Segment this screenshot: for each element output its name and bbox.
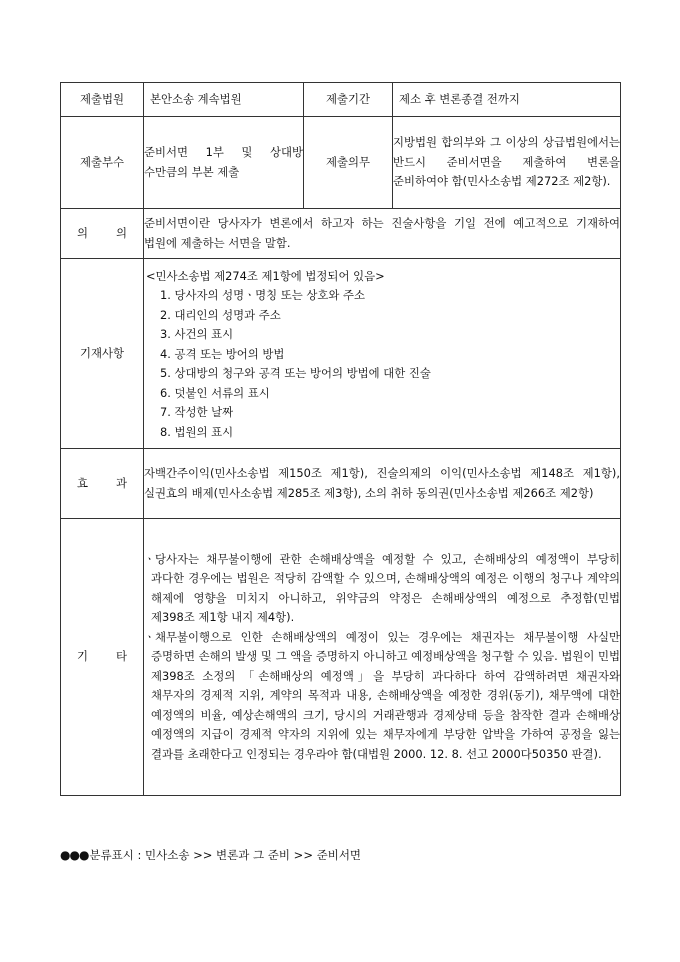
items-list (146, 286, 620, 442)
classification-text: 분류표시 : 민사소송 >> 변론과 그 준비 >> 준비서면 (89, 848, 362, 862)
value-period: 제소 후 변론종결 전까지 (393, 83, 621, 117)
label-meaning: 의 의 (61, 209, 144, 259)
bullet-dots-icon: ●●● (60, 848, 89, 862)
items-intro: <민사소송법 제274조 제1항에 법정되어 있음> (146, 268, 385, 283)
value-copies: 준비서면 1부 및 상대방 수만큼의 부본 제출 (144, 117, 304, 209)
row-etc (61, 519, 621, 796)
row-copies (61, 117, 621, 209)
value-court: 본안소송 계속법원 (144, 83, 304, 117)
label-duty: 제출의무 (304, 117, 393, 209)
etc-paragraph-2: ㆍ채무불이행으로 인한 손해배상액의 예정이 있는 경우에는 채권자는 채무불이행 사실만 증명하면 손해의 발생 및 그 액을 증명하지 아니하고 예정배상액을 청구할 수 있음. 법원이 민법 제398조 소정의 「손해배상의 예정액」을 부당히 과다하다 하여 감액하려면 채권자와 채무자의 경제적 지위, 계약의 목적과 내용, 손해배상액을 예정한 경위(동기), 채무액에 대한 예정액의 비율, 예상손해액의 크기, 당시의 거래관행과 경제상태 등을 참작한 결과 손해배상 예정액의 지급이 경제적 약자의 지위에 있는 채무자에게 부당한 압박을 가하여 공정을 잃는 결과를 초래한다고 인정되는 경우라야 함(대법원 2000. 12. 8. 선고 2000다50350 판결). (144, 629, 620, 761)
value-meaning: 준비서면이란 당사자가 변론에서 하고자 하는 진술사항을 기일 전에 예고적으로 기재하여 법원에 제출하는 서면을 말함. (144, 209, 621, 259)
value-effect: 자백간주이익(민사소송법 제150조 제1항), 진술의제의 이익(민사소송법 제148조 제1항), 실권효의 배제(민사소송법 제285조 제3항), 소의 취하 동의권(민사소송법 제266조 제2항) (144, 449, 621, 519)
row-effect (61, 449, 621, 519)
list-item: 7. 작성한 날짜 (160, 405, 234, 420)
value-items (144, 259, 621, 449)
label-effect: 효 과 (61, 449, 144, 519)
label-court: 제출법원 (61, 83, 144, 117)
label-period: 제출기간 (304, 83, 393, 117)
row-items (61, 259, 621, 449)
list-item: 8. 법원의 표시 (160, 424, 234, 439)
list-item: 5. 상대방의 청구와 공격 또는 방어의 방법에 대한 진술 (160, 366, 431, 381)
document-table (60, 82, 621, 796)
label-items: 기재사항 (61, 259, 144, 449)
list-item: 4. 공격 또는 방어의 방법 (160, 346, 285, 361)
row-court (61, 83, 621, 117)
list-item: 6. 덧붙인 서류의 표시 (160, 385, 270, 400)
row-meaning (61, 209, 621, 259)
label-etc: 기 타 (61, 519, 144, 796)
list-item: 3. 사건의 표시 (160, 327, 234, 342)
list-item: 2. 대리인의 성명과 주소 (160, 307, 281, 322)
label-copies: 제출부수 (61, 117, 144, 209)
value-etc (144, 519, 621, 796)
list-item: 1. 당사자의 성명ㆍ명칭 또는 상호와 주소 (160, 288, 366, 303)
value-duty: 지방법원 합의부와 그 이상의 상급법원에서는 반드시 준비서면을 제출하여 변론을 준비하여야 함(민사소송법 제272조 제2항). (393, 117, 621, 209)
etc-paragraph-1: ㆍ당사자는 채무불이행에 관한 손해배상액을 예정할 수 있고, 손해배상의 예정액이 부당히 과다한 경우에는 법원은 적당히 감액할 수 있으며, 손해배상액의 예정은 이행의 청구나 계약의 해제에 영향을 미치지 아니하고, 위약금의 약정은 손해배상액의 예정으로 추정함(민법 제398조 제1항 내지 제4항). (144, 551, 620, 625)
classification-footer (60, 847, 361, 863)
